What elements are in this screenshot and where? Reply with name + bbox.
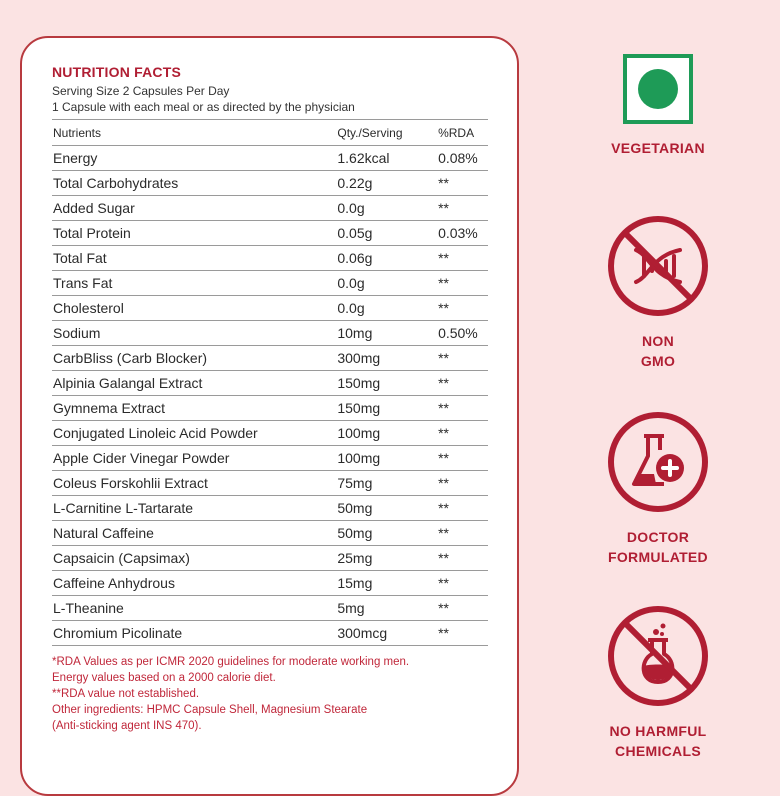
nutrient-rda: ** — [438, 171, 488, 196]
table-row — [52, 371, 488, 396]
nutrient-qty: 1.62kcal — [337, 146, 438, 171]
nutrient-rda: ** — [438, 621, 488, 646]
table-row — [52, 571, 488, 596]
non-gmo-label-2: GMO — [640, 353, 676, 369]
nutrient-name: L-Theanine — [52, 596, 337, 621]
nutrient-rda: ** — [438, 196, 488, 221]
nutrient-name: Chromium Picolinate — [52, 621, 337, 646]
nutrient-qty: 0.0g — [337, 296, 438, 321]
table-row — [52, 496, 488, 521]
nutrient-qty: 0.06g — [337, 246, 438, 271]
nutrient-name: Energy — [52, 146, 337, 171]
table-row — [52, 521, 488, 546]
nutrient-name: Total Carbohydrates — [52, 171, 337, 196]
nutrient-qty: 15mg — [337, 571, 438, 596]
table-row — [52, 471, 488, 496]
table-row — [52, 446, 488, 471]
nutrient-name: Added Sugar — [52, 196, 337, 221]
nutrient-name: Trans Fat — [52, 271, 337, 296]
table-row — [52, 171, 488, 196]
nutrient-name: Sodium — [52, 321, 337, 346]
doctor-formulated-badge — [598, 410, 718, 567]
table-row — [52, 596, 488, 621]
serving-directions: 1 Capsule with each meal or as directed by the physician — [52, 100, 355, 114]
table-row — [52, 546, 488, 571]
flask-plus-icon — [606, 410, 710, 514]
nutrient-name: L-Carnitine L-Tartarate — [52, 496, 337, 521]
nutrient-rda: ** — [438, 546, 488, 571]
nutrient-rda: ** — [438, 596, 488, 621]
nutrient-qty: 75mg — [337, 471, 438, 496]
nutrient-name: Capsaicin (Capsimax) — [52, 546, 337, 571]
nutrient-name: Total Fat — [52, 246, 337, 271]
nutrient-name: Apple Cider Vinegar Powder — [52, 446, 337, 471]
column-header-rda: %RDA — [438, 120, 488, 146]
nutrient-rda: ** — [438, 471, 488, 496]
table-row — [52, 246, 488, 271]
no-chemicals-badge — [598, 604, 718, 761]
vegetarian-label: VEGETARIAN — [611, 140, 705, 156]
table-row — [52, 146, 488, 171]
nutrient-qty: 10mg — [337, 321, 438, 346]
nutrient-qty: 5mg — [337, 596, 438, 621]
nutrient-qty: 0.05g — [337, 221, 438, 246]
nutrient-rda: 0.08% — [438, 146, 488, 171]
table-header-row — [52, 120, 488, 146]
veg-symbol-icon — [623, 54, 693, 124]
nutrient-qty: 25mg — [337, 546, 438, 571]
nutrition-table — [52, 119, 488, 646]
nutrient-name: Gymnema Extract — [52, 396, 337, 421]
nutrient-qty: 0.0g — [337, 271, 438, 296]
no-dna-icon — [606, 214, 710, 318]
nutrient-name: Alpinia Galangal Extract — [52, 371, 337, 396]
footnote-rda-not-established: **RDA value not established. — [52, 688, 200, 700]
table-row — [52, 321, 488, 346]
nutrient-qty: 150mg — [337, 371, 438, 396]
nutrient-qty: 0.0g — [337, 196, 438, 221]
footnote-rda-basis: *RDA Values as per ICMR 2020 guidelines for moderate working men. — [52, 656, 410, 668]
footnote-anti-sticking: (Anti-sticking agent INS 470). — [52, 720, 202, 732]
non-gmo-label-1: NON — [641, 333, 674, 349]
serving-size: Serving Size 2 Capsules Per Day — [52, 84, 230, 98]
table-row — [52, 346, 488, 371]
table-row — [52, 421, 488, 446]
vegetarian-badge — [598, 54, 718, 158]
nutrient-rda: ** — [438, 271, 488, 296]
nutrient-rda: ** — [438, 571, 488, 596]
column-header-nutrients: Nutrients — [52, 120, 337, 146]
table-row — [52, 621, 488, 646]
no-chemicals-label-1: NO HARMFUL — [609, 723, 707, 739]
table-row — [52, 221, 488, 246]
nutrient-name: Conjugated Linoleic Acid Powder — [52, 421, 337, 446]
doctor-label-2: FORMULATED — [608, 549, 708, 565]
nutrient-name: Caffeine Anhydrous — [52, 571, 337, 596]
footnotes — [52, 654, 492, 734]
nutrient-qty: 50mg — [337, 521, 438, 546]
nutrient-name: Cholesterol — [52, 296, 337, 321]
nutrient-rda: ** — [438, 496, 488, 521]
nutrient-qty: 150mg — [337, 396, 438, 421]
nutrient-rda: ** — [438, 421, 488, 446]
non-gmo-badge — [598, 214, 718, 371]
nutrient-rda: ** — [438, 346, 488, 371]
nutrient-name: Natural Caffeine — [52, 521, 337, 546]
nutrition-title: NUTRITION FACTS — [52, 64, 181, 80]
nutrient-name: CarbBliss (Carb Blocker) — [52, 346, 337, 371]
nutrient-rda: ** — [438, 521, 488, 546]
nutrient-name: Coleus Forskohlii Extract — [52, 471, 337, 496]
nutrient-rda: ** — [438, 396, 488, 421]
nutrient-rda: 0.03% — [438, 221, 488, 246]
nutrient-rda: ** — [438, 246, 488, 271]
column-header-qty: Qty./Serving — [337, 120, 438, 146]
doctor-label-1: DOCTOR — [626, 529, 690, 545]
nutrient-qty: 100mg — [337, 421, 438, 446]
table-row — [52, 196, 488, 221]
nutrient-rda: ** — [438, 371, 488, 396]
no-flask-icon — [606, 604, 710, 708]
nutrient-qty: 100mg — [337, 446, 438, 471]
nutrient-qty: 50mg — [337, 496, 438, 521]
nutrient-rda: ** — [438, 296, 488, 321]
table-row — [52, 296, 488, 321]
footnote-energy: Energy values based on a 2000 calorie diet. — [52, 672, 276, 684]
nutrient-qty: 300mg — [337, 346, 438, 371]
no-chemicals-label-2: CHEMICALS — [615, 743, 701, 759]
nutrient-rda: ** — [438, 446, 488, 471]
table-row — [52, 396, 488, 421]
nutrient-qty: 0.22g — [337, 171, 438, 196]
nutrient-qty: 300mcg — [337, 621, 438, 646]
table-row — [52, 271, 488, 296]
nutrient-name: Total Protein — [52, 221, 337, 246]
nutrient-rda: 0.50% — [438, 321, 488, 346]
footnote-other-ingredients: Other ingredients: HPMC Capsule Shell, Magnesium Stearate — [52, 704, 368, 716]
